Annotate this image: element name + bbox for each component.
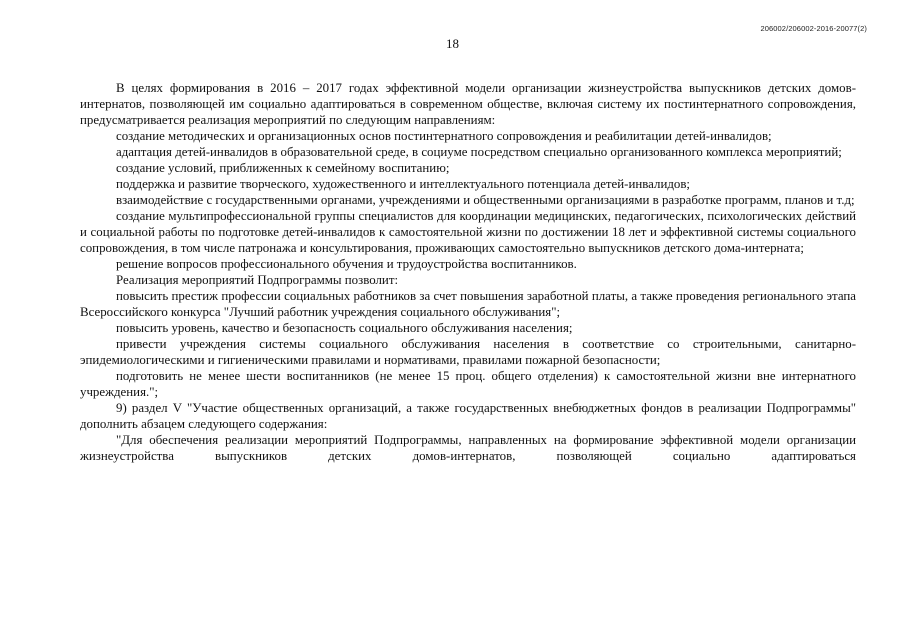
paragraph: взаимодействие с государственными органами, учреждениями и общественными организациями в разработке программ, планов и т.д; — [116, 193, 855, 207]
paragraph: создание условий, приближенных к семейному воспитанию; — [116, 161, 450, 175]
paragraph: поддержка и развитие творческого, художественного и интеллектуального потенциала детей-инвалидов; — [116, 177, 691, 191]
document-id: 206002/206002-2016-20077(2) — [760, 24, 867, 33]
document-body — [80, 80, 856, 464]
paragraph: В целях формирования в 2016 – 2017 годах эффективной модели организации жизнеустройства выпускников детских домов-интернатов, позволяющей им социально адаптироваться в современном обществе, включая систему их постинтернатного сопровождения, предусматривается реализация мероприятий по следующим направлениям: — [80, 81, 856, 127]
paragraph: 9) раздел V "Участие общественных организаций, а также государственных внебюджетных фондов в реализации Подпрограммы" дополнить абзацем следующего содержания: — [80, 401, 856, 431]
paragraph: адаптация детей-инвалидов в образовательной среде, в социуме посредством специально организованного комплекса мероприятий; — [116, 145, 842, 159]
paragraph: привести учреждения системы социального обслуживания населения в соответствие со строительными, санитарно-эпидемиологическими и гигиеническими правилами и нормативами, правилами пожарной безопасности; — [80, 337, 856, 367]
paragraph: подготовить не менее шести воспитанников (не менее 15 проц. общего отделения) к самостоятельной жизни вне интернатного учреждения."; — [80, 369, 856, 399]
paragraph: создание методических и организационных основ постинтернатного сопровождения и реабилитации детей-инвалидов; — [116, 129, 772, 143]
paragraph: решение вопросов профессионального обучения и трудоустройства воспитанников. — [116, 257, 577, 271]
paragraph: создание мультипрофессиональной группы специалистов для координации медицинских, педагогических, психологических действий и социальной работы по подготовке детей-инвалидов к самостоятельной жизни по достижении 18 лет и эффективной системы социального сопровождения, в том числе патронажа и консультирования, проживающих самостоятельно выпускников детского дома-интерната; — [80, 209, 856, 255]
paragraph: "Для обеспечения реализации мероприятий Подпрограммы, направленных на формирование эффективной модели организации жизнеустройства выпускников детских домов-интернатов, позволяющей социально адаптироваться — [80, 433, 856, 463]
paragraph: повысить престиж профессии социальных работников за счет повышения заработной платы, а также проведения регионального этапа Всероссийского конкурса "Лучший работник учреждения социального обслуживания"; — [80, 289, 856, 319]
paragraph: Реализация мероприятий Подпрограммы позволит: — [116, 273, 399, 287]
page-number: 18 — [446, 36, 459, 51]
paragraph: повысить уровень, качество и безопасность социального обслуживания населения; — [116, 321, 573, 335]
